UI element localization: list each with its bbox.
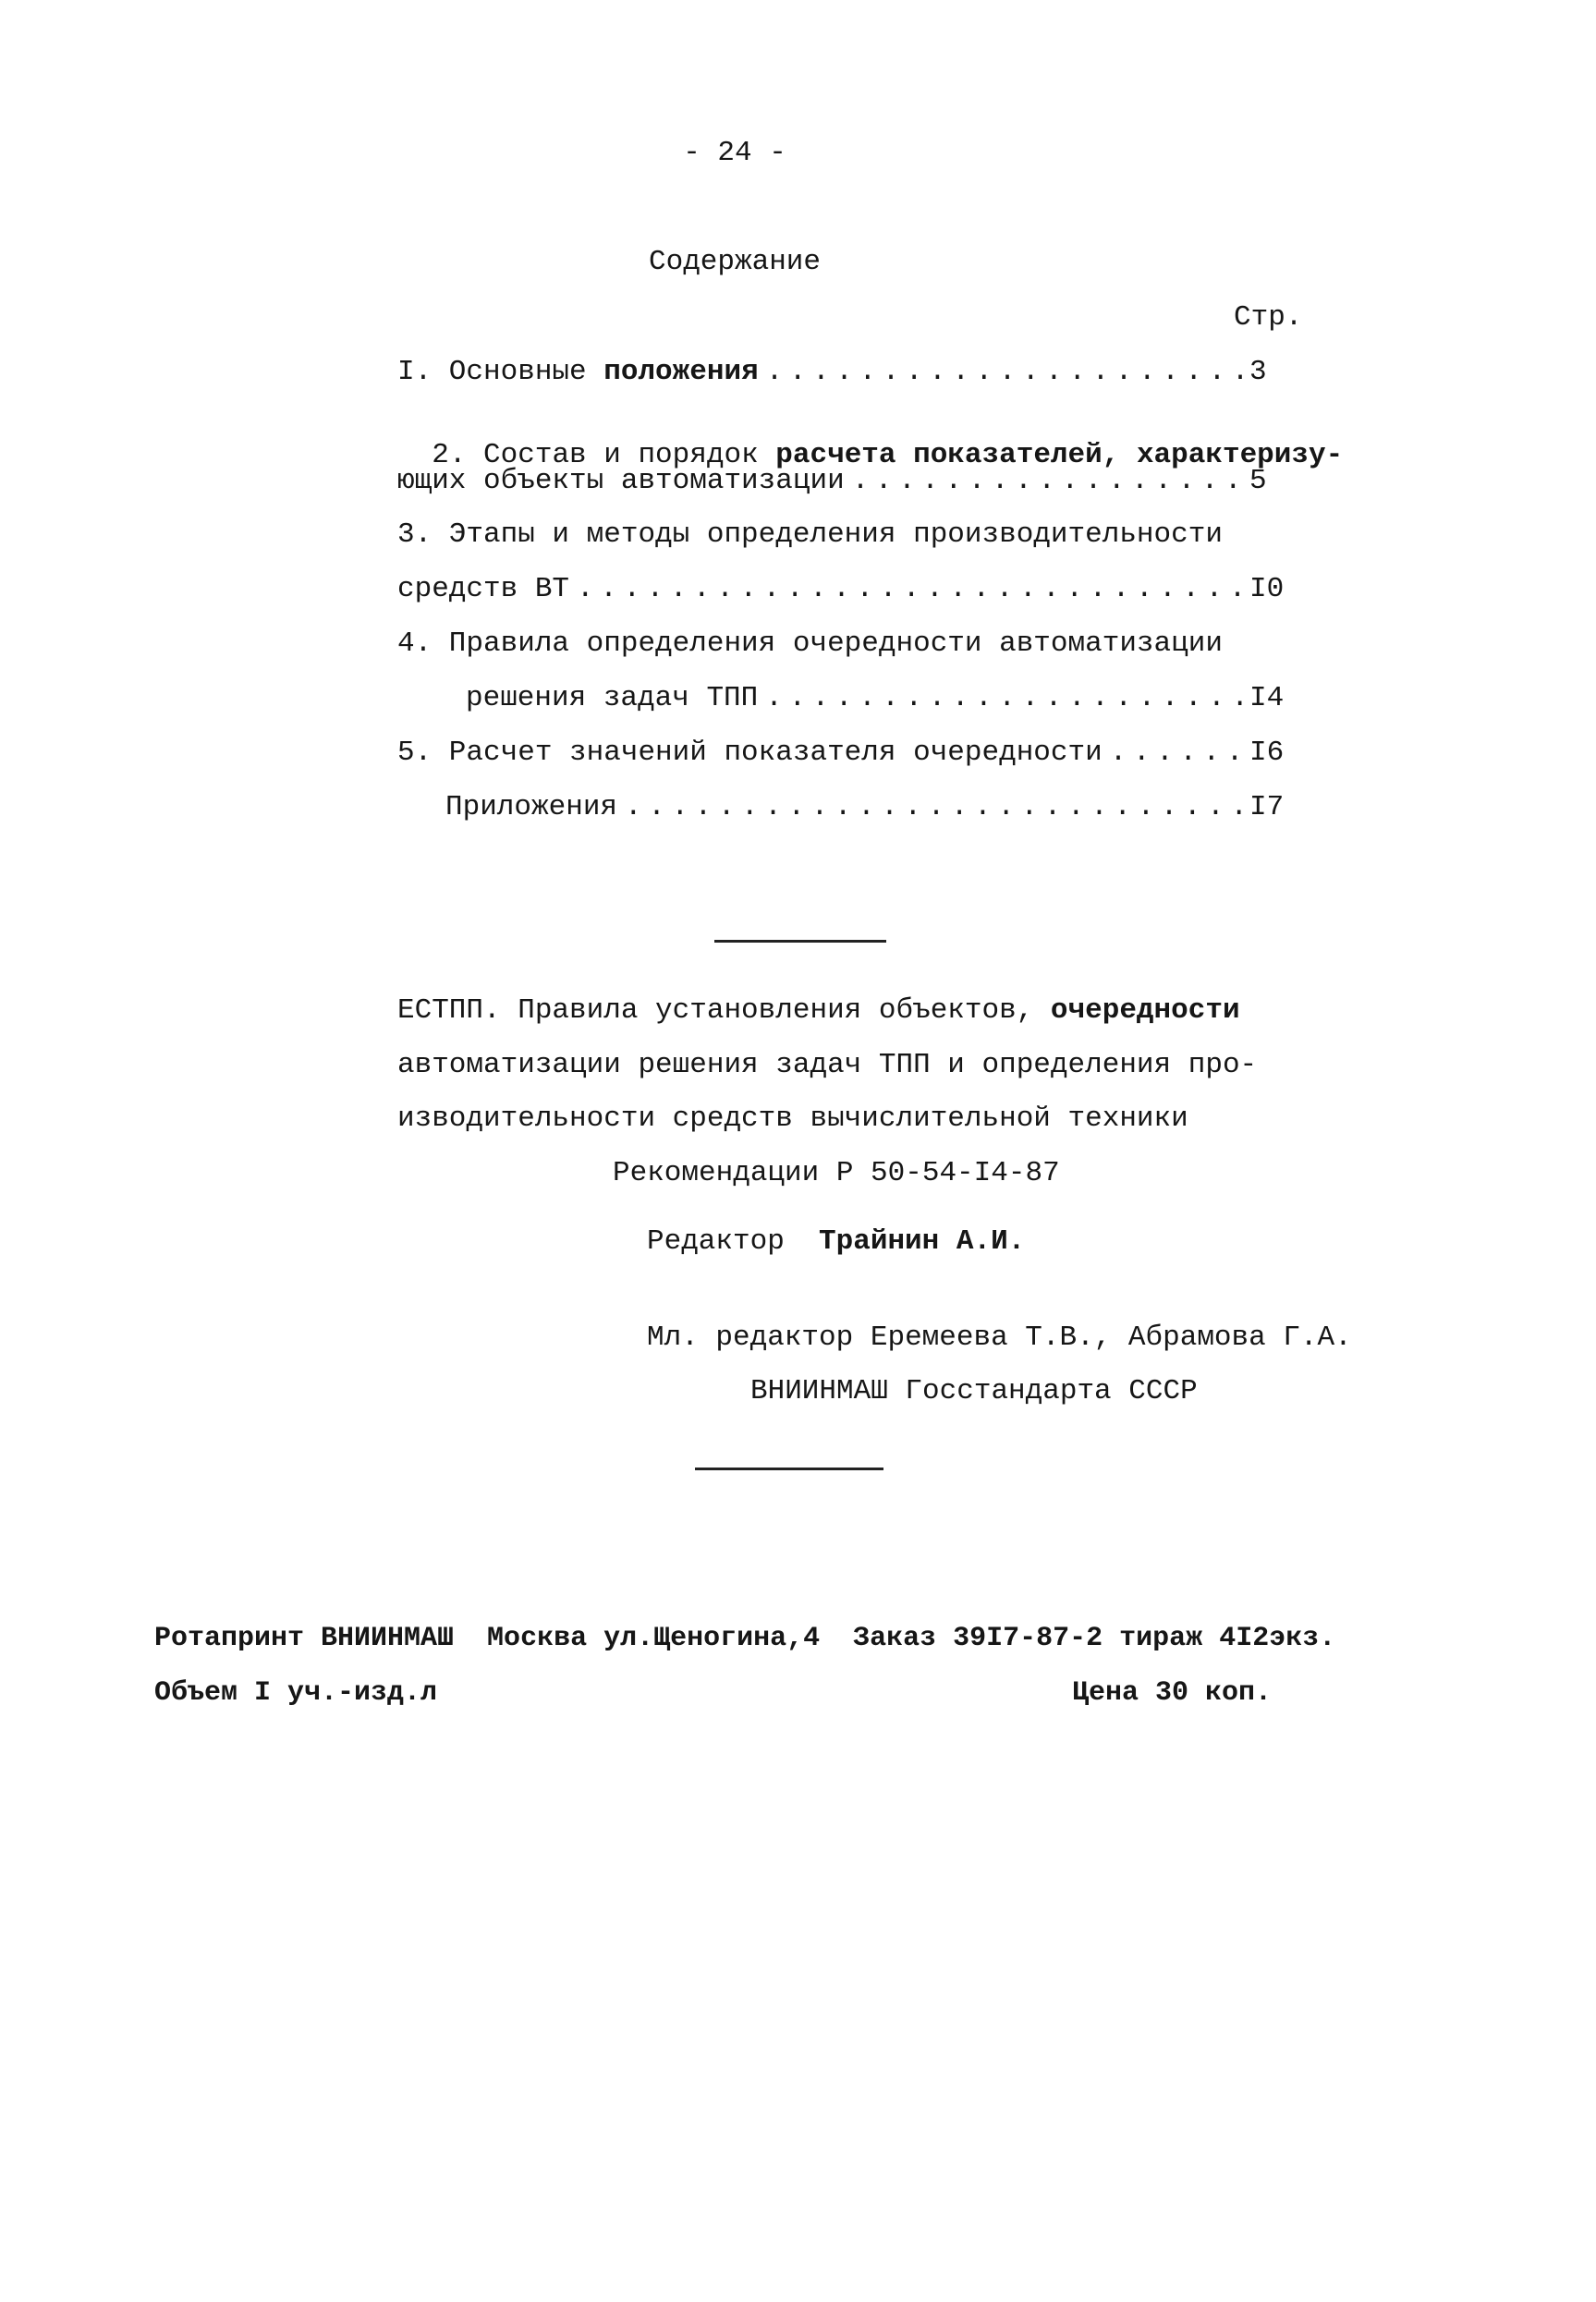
toc-entry-page: 5 xyxy=(1249,465,1267,497)
toc-leader xyxy=(766,358,1242,386)
toc-entry-text: средств ВТ xyxy=(397,573,570,605)
toc-leader xyxy=(625,793,1242,822)
toc-entry-4[interactable]: 4. Правила определения очередности автоматизации xyxy=(397,627,1223,660)
toc-entry-4-cont[interactable] xyxy=(466,684,1294,713)
junior-editor-names: Еремеева Т.В., Абрамова Г.А. xyxy=(870,1322,1352,1354)
colophon-title-line-2: автоматизации решения задач ТПП и определения про- xyxy=(397,1049,1258,1081)
toc-entry-text: 5. Расчет значений показателя очередности xyxy=(397,737,1103,769)
toc-entry-3-cont[interactable] xyxy=(397,575,1294,603)
toc-entry-3[interactable]: 3. Этапы и методы определения производительности xyxy=(397,518,1223,551)
toc-entry-page: 3 xyxy=(1249,356,1267,388)
toc-leader xyxy=(1110,738,1242,767)
toc-entry-text: I. Основные положения xyxy=(397,356,759,388)
editor-name: Трайнин А.И. xyxy=(819,1225,1026,1258)
junior-editor-label: Мл. редактор xyxy=(647,1322,854,1354)
toc-entry-page: I7 xyxy=(1249,791,1285,823)
toc-entry-1[interactable] xyxy=(397,358,1294,386)
colophon-recommendation: Рекомендации Р 50-54-I4-87 xyxy=(613,1157,1060,1189)
toc-entry-text: ющих объекты автоматизации xyxy=(397,465,845,497)
colophon-publisher: ВНИИНМАШ Госстандарта СССР xyxy=(750,1375,1198,1407)
toc-entry-5[interactable] xyxy=(397,738,1294,767)
colophon-junior-editor xyxy=(647,1323,1352,1352)
toc-entry-page: I4 xyxy=(1249,682,1285,714)
toc-entry-page: I6 xyxy=(1249,737,1285,769)
toc-entry-text: 2. Состав и порядок xyxy=(432,439,776,471)
toc-entry-appendix[interactable] xyxy=(445,793,1294,822)
toc-entry-page: I0 xyxy=(1249,573,1285,605)
colophon-title-line-3: изводительности средств вычислительной техники xyxy=(397,1102,1188,1135)
imprint-line-1: Ротапринт ВНИИНМАШ Москва ул.Щеногина,4 Заказ 39I7-87-2 тираж 4I2экз. xyxy=(154,1623,1336,1654)
divider-rule xyxy=(714,940,886,943)
toc-title: Содержание xyxy=(648,246,822,278)
toc-entry-2[interactable] xyxy=(397,412,1343,469)
editor-label: Редактор xyxy=(647,1225,785,1258)
toc-page-column-label: Стр. xyxy=(1234,301,1303,334)
toc-entry-2-cont[interactable] xyxy=(397,467,1294,495)
imprint-price: Цена 30 коп. xyxy=(1072,1677,1273,1709)
imprint-volume: Объем I уч.-изд.л xyxy=(154,1677,438,1709)
toc-leader xyxy=(765,684,1242,713)
toc-leader xyxy=(852,467,1242,495)
page-number: - 24 - xyxy=(683,137,786,169)
toc-entry-text: Приложения xyxy=(445,791,618,823)
colophon-editor xyxy=(647,1227,1025,1256)
toc-entry-text: решения задач ТПП xyxy=(466,682,759,714)
colophon-title-line-1: ЕСТПП. Правила установления объектов, очередности xyxy=(397,994,1240,1027)
toc-entry-text-bold: расчета показателей, характеризу- xyxy=(775,439,1344,471)
toc-leader xyxy=(577,575,1242,603)
divider-rule xyxy=(695,1468,883,1470)
